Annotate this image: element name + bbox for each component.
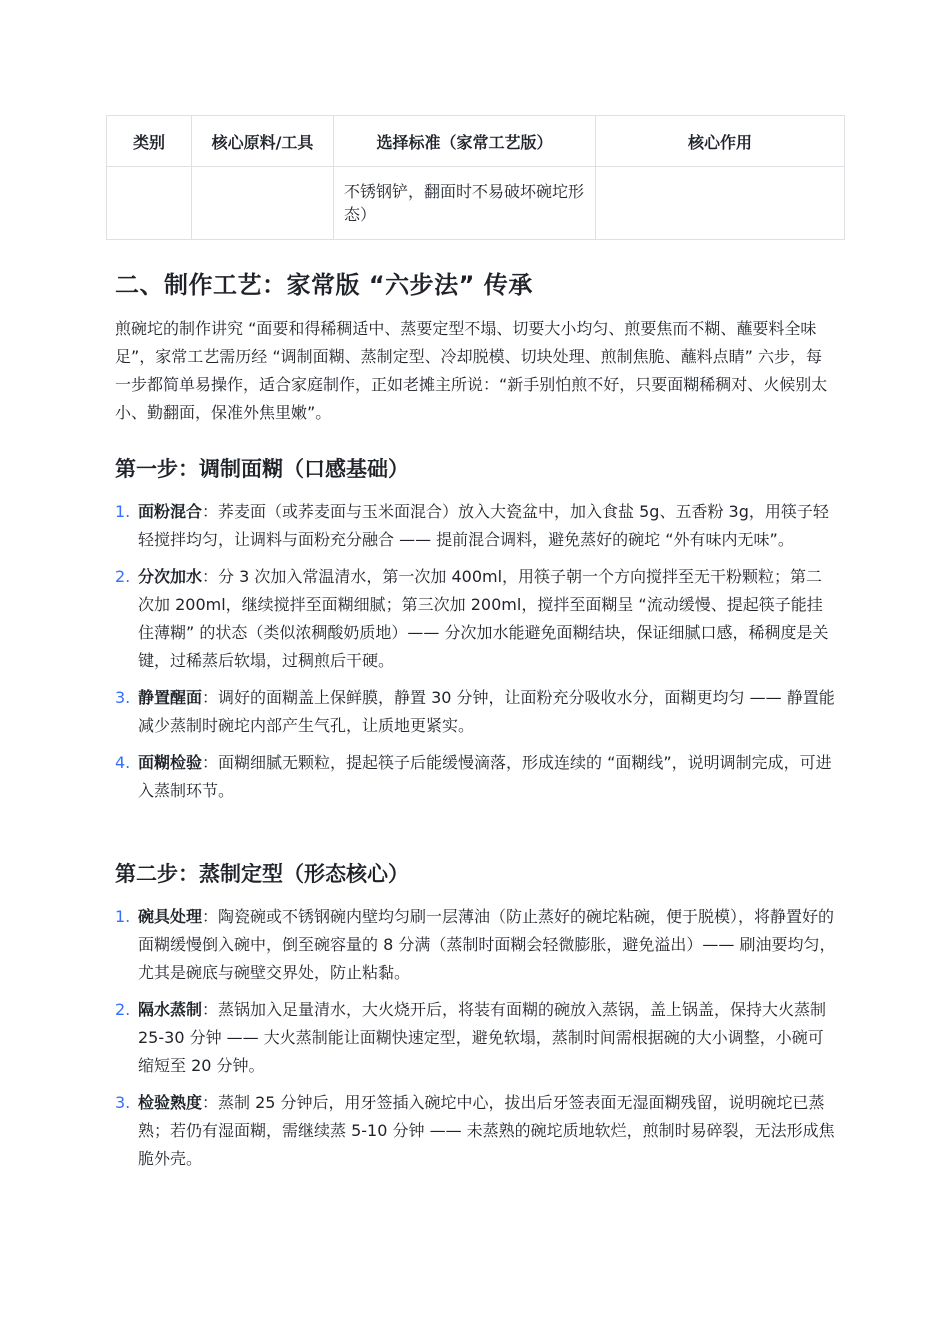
item-label: 面糊检验 xyxy=(138,753,203,772)
list-number: 3. xyxy=(115,1093,131,1112)
item-text: ：蒸锅加入足量清水，大火烧开后，将装有面糊的碗放入蒸锅，盖上锅盖，保持大火蒸制 25-30 分钟 —— 大火蒸制能让面糊快速定型，避免软塌，蒸制时间需根据碗的大小调整，小碗可缩短至 20 分钟。 xyxy=(138,1000,827,1075)
table-header-row xyxy=(107,116,845,167)
list-number: 2. xyxy=(115,567,131,586)
list-number: 1. xyxy=(115,907,131,926)
item-text: ：面糊细腻无颗粒，提起筷子后能缓慢滴落，形成连续的 “面糊线”，说明调制完成，可进入蒸制环节。 xyxy=(138,753,832,800)
item-label: 面粉混合 xyxy=(138,502,203,521)
list-item xyxy=(115,684,837,740)
list-item xyxy=(115,996,837,1080)
table-cell-standard: 不锈钢铲，翻面时不易破坏碗坨形态） xyxy=(334,167,596,240)
list-number: 1. xyxy=(115,502,131,521)
step2-list xyxy=(115,903,837,1182)
list-item xyxy=(115,749,837,805)
item-text: ：陶瓷碗或不锈钢碗内壁均匀刷一层薄油（防止蒸好的碗坨粘碗，便于脱模），将静置好的面糊缓慢倒入碗中，倒至碗容量的 8 分满（蒸制时面糊会轻微膨胀，避免溢出）—— 刷油要均匀，尤其是碗底与碗壁交界处，防止粘黏。 xyxy=(138,907,836,982)
section-intro: 煎碗坨的制作讲究 “面要和得稀稠适中、蒸要定型不塌、切要大小均匀、煎要焦而不糊、蘸要料全味足”，家常工艺需历经 “调制面糊、蒸制定型、冷却脱模、切块处理、煎制焦脆、蘸料点睛” 六步，每一步都简单易操作，适合家庭制作，正如老摊主所说：“新手别怕煎不好，只要面糊稀稠对、火候别太小、勤翻面，保准外焦里嫩”。 xyxy=(115,319,828,422)
item-text: ：荞麦面（或荞麦面与玉米面混合）放入大瓷盆中，加入食盐 5g、五香粉 3g，用筷子轻轻搅拌均匀，让调料与面粉充分融合 —— 提前混合调料，避免蒸好的碗坨 “外有味内无味”。 xyxy=(138,502,829,549)
list-number: 2. xyxy=(115,1000,131,1019)
list-number: 3. xyxy=(115,688,131,707)
table-cell-function xyxy=(596,167,845,240)
table-cell-material xyxy=(192,167,334,240)
table-row xyxy=(107,167,845,240)
step2-heading: 第二步：蒸制定型（形态核心） xyxy=(115,862,409,886)
step1-list xyxy=(115,498,837,814)
item-text: ：调好的面糊盖上保鲜膜，静置 30 分钟，让面粉充分吸收水分，面糊更均匀 —— 静置能减少蒸制时碗坨内部产生气孔，让质地更紧实。 xyxy=(138,688,835,735)
item-text: ：分 3 次加入常温清水，第一次加 400ml，用筷子朝一个方向搅拌至无干粉颗粒；第二次加 200ml，继续搅拌至面糊细腻；第三次加 200ml，搅拌至面糊呈 “流动缓慢、提起筷子能挂住薄糊” 的状态（类似浓稠酸奶质地）—— 分次加水能避免面糊结块，保证细腻口感，稀稠度是关键，过稀蒸后软塌，过稠煎后干硬。 xyxy=(138,567,829,670)
item-label: 检验熟度 xyxy=(138,1093,203,1112)
section-title: 二、制作工艺：家常版 “六步法” 传承 xyxy=(115,271,533,299)
step1-heading: 第一步：调制面糊（口感基础） xyxy=(115,457,409,481)
item-label: 分次加水 xyxy=(138,567,203,586)
list-item xyxy=(115,498,837,554)
ingredients-table xyxy=(106,115,845,240)
list-item xyxy=(115,903,837,987)
item-label: 碗具处理 xyxy=(138,907,203,926)
item-label: 隔水蒸制 xyxy=(138,1000,203,1019)
list-item xyxy=(115,563,837,675)
table-header-function: 核心作用 xyxy=(596,116,845,167)
list-number: 4. xyxy=(115,753,131,772)
list-item xyxy=(115,1089,837,1173)
item-text: ：蒸制 25 分钟后，用牙签插入碗坨中心，拔出后牙签表面无湿面糊残留，说明碗坨已蒸熟；若仍有湿面糊，需继续蒸 5-10 分钟 —— 未蒸熟的碗坨质地软烂，煎制时易碎裂，无法形成焦脆外壳。 xyxy=(138,1093,835,1168)
table-cell-category xyxy=(107,167,192,240)
item-label: 静置醒面 xyxy=(138,688,203,707)
table-header-standard: 选择标准（家常工艺版） xyxy=(334,116,596,167)
table-header-material: 核心原料/工具 xyxy=(192,116,334,167)
table-header-category: 类别 xyxy=(107,116,192,167)
